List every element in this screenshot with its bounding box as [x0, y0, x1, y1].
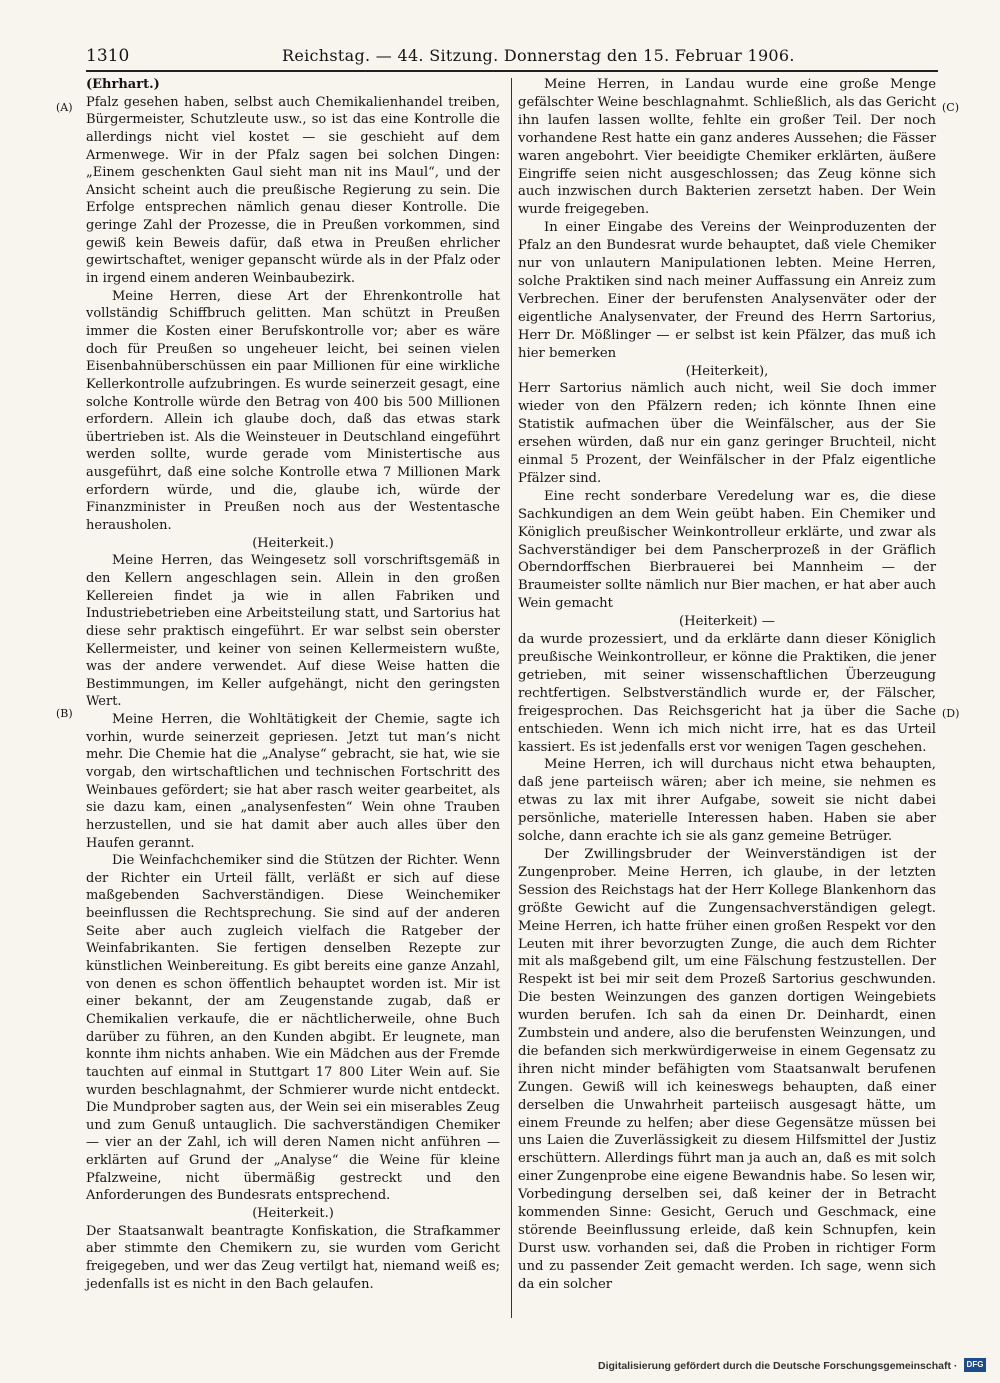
running-title: Reichstag. — 44. Sitzung. Donnerstag den 15. Februar 1906.: [282, 46, 795, 65]
paragraph: Meine Herren, ich will durchaus nicht etwa behaupten, daß jene parteiisch wären; aber ich meine, sie nehmen es etwas zu lax mit ihrer Aufgabe, soweit sie nicht dabei persönliche, materielle Interessen haben. Haben sie aber solche, dann erachte ich sie als ganz gemeine Betrüger.: [518, 757, 936, 845]
paragraph: Der Zwillingsbruder der Weinverständigen ist der Zungenprober. Meine Herren, ich glaube, in der letzten Session des Reichstags hat der Herr Kollege Blankenhorn das größte Gewicht auf die Zungensachverständigen gelegt. Meine Herren, ich hatte früher einen großen Respekt vor den Leuten mit ihrer bevorzugten Zunge, die auch dem Richter mit als maßgebend gilt, um eine Fälschung festzustellen. Der Respekt ist bei mir seit dem Prozeß Sartorius geschwunden. Die besten Weinzungen des ganzen dortigen Weingebiets wurden berufen. Ich sah da einen Dr. Deinhardt, einen Zumbstein und andere, also die berufensten Weinzungen, und die befanden sich merkwürdigerweise in einem Gegensatz zu ihren nicht minder befähigten vom Staatsanwalt berufenen Zungen. Gewiß will ich keineswegs behaupten, daß einer derselben die Unwahrheit parteiisch ausgesagt hätte, um einem Freunde zu helfen; aber diese Gegensätze müssen bei uns Laien die Zuverlässigkeit zu diesem Hilfsmittel der Justiz erschüttern. Allerdings führt man ja auch an, daß es mit solch einer Zungenprobe eine eigene Bewandnis habe. So lesen wir, Vorbedingung derselben sei, daß keiner der in Betracht kommenden Sinne: Gesicht, Geruch und Geschmack, eine störende Beeinflussung erleide, daß kein Schnupfen, kein Durst usw. vorhanden sei, daß die Proben in richtiger Form und zu passender Zeit gemacht werden. Ich sage, wenn sich da ein solcher: [518, 846, 936, 1292]
digitization-credit: Digitalisierung gefördert durch die Deutsche Forschungsgemeinschaft ·: [598, 1360, 958, 1372]
speaker-name: (Ehrhart.): [86, 77, 160, 92]
left-column: [86, 76, 500, 1293]
paragraph: In einer Eingabe des Vereins der Weinproduzenten der Pfalz an den Bundesrat wurde behauptet, daß viele Chemiker nur von unlautern Manipulationen lebten. Meine Herren, solche Praktiken sind nach meiner Auffassung ein Anreiz zum Verbrechen. Einer der berufensten Analysenväter oder der eigentliche Analysenvater, der Freund des Herrn Sartorius, Herr Dr. Mößlinger — er selbst ist kein Pfälzer, das muß ich hier bemerken: [518, 220, 936, 361]
right-column: [518, 76, 936, 1294]
margin-marker-d: (D): [942, 707, 960, 720]
paragraph: Pfalz gesehen haben, selbst auch Chemikalienhandel treiben, Bürgermeister, Schutzleute usw., so ist das eine Kontrolle die allerdings nicht viel kostet — sie geschieht auf dem Armenwege. Wir in der Pfalz sagen bei solchen Dingen: „Einem geschenkten Gaul sieht man nit ins Maul“, und der Ansicht scheint auch die preußische Regierung zu sein. Die Erfolge entsprechen nämlich genau dieser Kontrolle. Die geringe Zahl der Prozesse, die in Preußen vorkommen, sind gewiß kein Beweis dafür, daß etwa in Preußen ehrlicher gewirtschaftet, weniger gepanscht würde als in der Pfalz oder in irgend einem anderen Weinbaubezirk.: [86, 94, 500, 287]
margin-marker-b: (B): [56, 707, 73, 720]
paragraph: Der Staatsanwalt beantragte Konfiskation, die Strafkammer aber stimmte den Chemikern zu, sie wurden vom Gericht freigegeben, und wer das Zeug vertilgt hat, niemand weiß es; jedenfalls ist es nicht in den Bach gelaufen.: [86, 1223, 500, 1292]
paragraph: da wurde prozessiert, und da erklärte dann dieser Königlich preußische Weinkontrolleur, er könne die Praktiken, die jener getrieben, mit seiner wissenschaftlichen Überzeugung rechtfertigen. Selbstverständlich wurde er, der Fälscher, freigesprochen. Das Reichsgericht hat ja über die Sache entschieden. Wenn ich mich nicht irre, hat es das Urteil kassiert. Es ist jedenfalls erst vor wenigen Tagen geschehen.: [518, 632, 936, 755]
margin-marker-c: (C): [942, 101, 959, 114]
paragraph: Meine Herren, in Landau wurde eine große Menge gefälschter Weine beschlagnahmt. Schließlich, als das Gericht ihn laufen lassen wollte, fehlte ein großer Teil. Der noch vorhandene Rest hatte ein ganz anderes Aussehen; die Fässer waren angebohrt. Vier beeidigte Chemiker erklärten, äußere Eingriffe seien nicht ausgeschlossen; das Zeug könne sich auch inzwischen durch Bakterien zersetzt haben. Der Wein wurde freigegeben.: [518, 77, 936, 218]
column-divider: [511, 78, 512, 1318]
interjection: (Heiterkeit),: [685, 363, 769, 379]
paragraph: Die Weinfachchemiker sind die Stützen der Richter. Wenn der Richter ein Urteil fällt, verläßt er sich auf diese maßgebenden Sachverständigen. Diese Weinchemiker beeinflussen die Rechtsprechung. Sie sind auf der anderen Seite aber auch zugleich vielfach die Ratgeber der Weinfabrikanten. Sie fertigen denselben Rezepte zur künstlichen Weinbereitung. Es gibt bereits eine ganze Anzahl, von denen es schon öffentlich behauptet worden ist. Mir ist einer bekannt, der am Zeugenstande zugab, daß er Chemikalien verkaufe, die er nächtlicherweile, ohne Buch darüber zu führen, an den Kunden abgibt. Er leugnete, man konnte ihm nichts anhaben. Wie ein Mädchen aus der Fremde tauchten auf einmal in Stuttgart 17 800 Liter Wein auf. Sie wurden beschlagnahmt, der Schmierer wurde nicht entdeckt. Die Mundprober sagten aus, der Wein sei ein miserables Zeug und zum Genuß untauglich. Die sachverständigen Chemiker — vier an der Zahl, ich will deren Namen nicht anführen — erklärten auf Grund der „Analyse“ die Weine für kleine Pfalzweine, nicht übermäßig gestreckt und den Anforderungen des Bundesrats entsprechend.: [86, 853, 500, 1204]
paragraph: Meine Herren, das Weingesetz soll vorschriftsgemäß in den Kellern angeschlagen sein. Allein in den großen Kellereien findet ja wie in allen Fabriken und Industriebetrieben eine Arbeitsteilung statt, und Sartorius hat diese sehr praktisch eingeführt. Er war selbst sein oberster Kellermeister, und keiner von seinen Kellermeistern wußte, was der andere verwendet. Auf diese Weise hatten die Bestimmungen, im Keller aufgehängt, nicht den geringsten Wert.: [86, 553, 500, 710]
header-rule: [86, 70, 938, 72]
interjection: (Heiterkeit.): [252, 535, 334, 551]
paragraph: Herr Sartorius nämlich auch nicht, weil Sie doch immer wieder von den Pfälzern reden; ich könnte Ihnen eine Statistik aufmachen über die Weinfälscher, aus der Sie ersehen würden, daß nur ein ganz geringer Bruchteil, nicht einmal 5 Prozent, der Weinfälscher in der Pfalz eigentliche Pfälzer sind.: [518, 381, 936, 486]
paragraph: Eine recht sonderbare Veredelung war es, die diese Sachkundigen an dem Wein geübt haben. Ein Chemiker und Königlich preußischer Weinkontrolleur erklärte, und zwar als Sachverständiger bei dem Panscherprozeß in der Gräflich Oberndorffschen Bierbrauerei bei Mannheim — der Braumeister sollte nämlich nur Bier machen, er hat aber auch Wein gemacht: [518, 488, 936, 612]
paragraph: Meine Herren, diese Art der Ehrenkontrolle hat vollständig Schiffbruch gelitten. Man schützt in Preußen immer die Kosten einer Berufskontrolle vor; aber es wäre doch für Preußen so ungeheuer leicht, bei seinen vielen Eisenbahnüberschüssen ein paar Millionen für eine wirkliche Kellerkontrolle aufzubringen. Es wurde seinerzeit gesagt, eine solche Kontrolle würde den Betrag von 400 bis 500 Millionen erfordern. Allein ich glaube doch, daß das etwas stark übertrieben ist. Als die Weinsteuer in Deutschland eingeführt werden sollte, wurde gerade vom Ministertische aus ausgeführt, daß eine solche Kontrolle etwa 7 Millionen Mark erfordern würde, und die, glaube ich, würde der Finanzminister in Preußen noch aus der Westentasche herausholen.: [86, 288, 500, 534]
dfg-logo-icon: DFG: [964, 1358, 986, 1372]
interjection: (Heiterkeit) —: [679, 614, 775, 630]
interjection: (Heiterkeit.): [252, 1206, 334, 1221]
page-number: 1310: [86, 46, 130, 66]
paragraph: Meine Herren, die Wohltätigkeit der Chemie, sagte ich vorhin, wurde seinerzeit gepriesen. Jetzt tut man’s nicht mehr. Die Chemie hat die „Analyse“ gebracht, sie hat, wie sie vorgab, den wirtschaftlichen und technischen Fortschritt des Weinbaues gefördert; sie hat aber rasch weiter gearbeitet, als sie dazu kam, einen „analysenfesten“ Wein ohne Trauben herzustellen, und sie hat damit aber auch alles über den Haufen gerannt.: [86, 712, 500, 851]
margin-marker-a: (A): [56, 101, 73, 114]
